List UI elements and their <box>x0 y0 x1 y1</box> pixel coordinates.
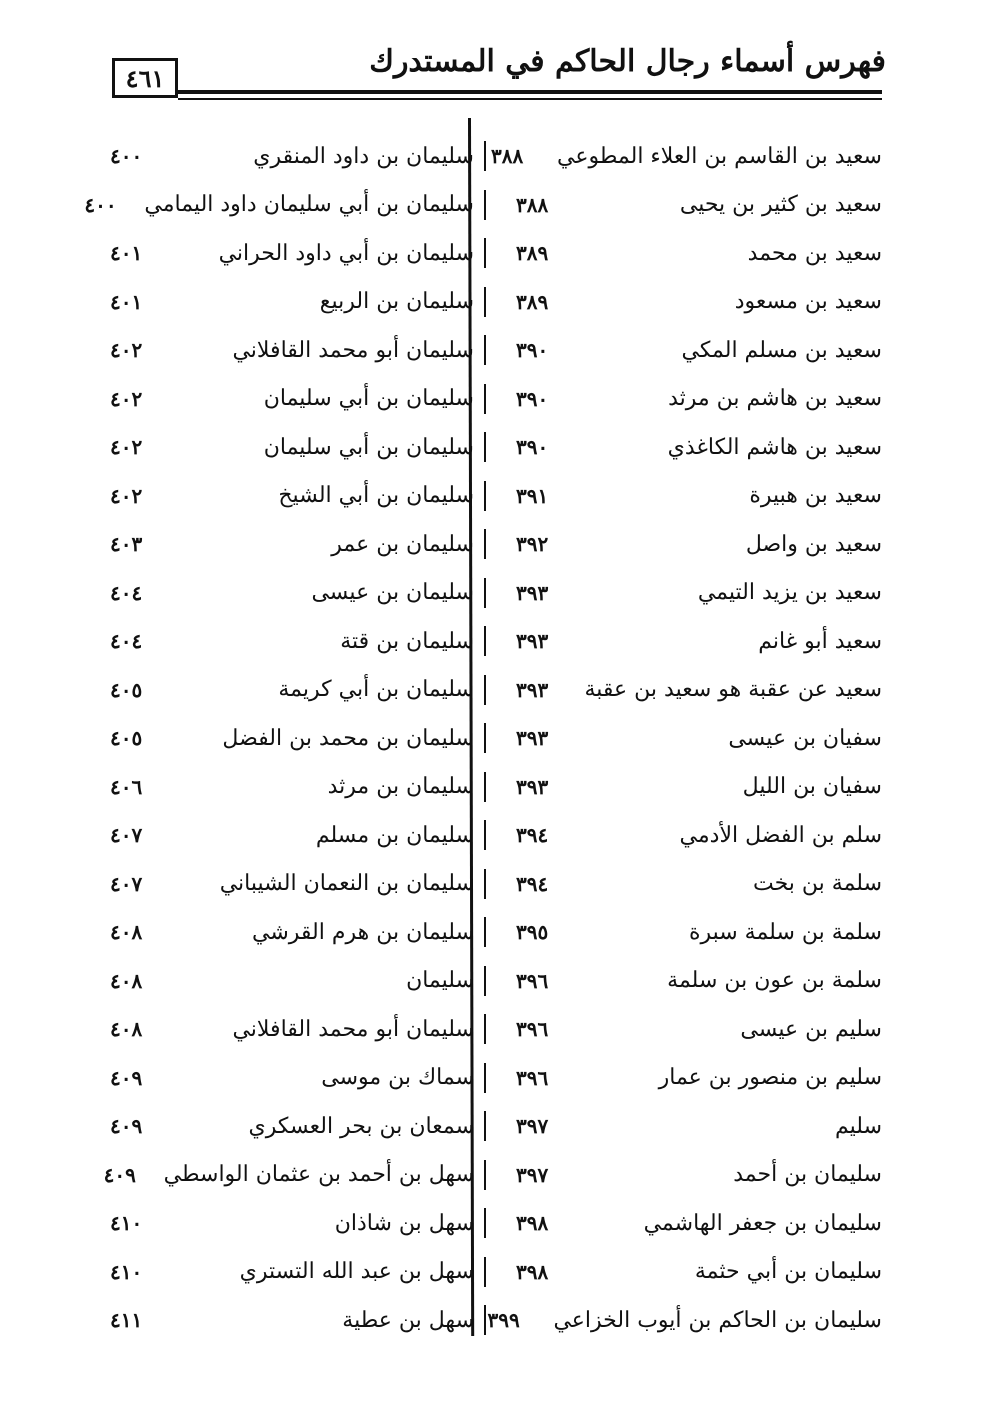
entry-name: سعيد بن واصل <box>745 531 882 557</box>
entry-name-wrap <box>695 1259 882 1284</box>
index-entry <box>482 811 882 860</box>
index-entry <box>84 714 486 763</box>
index-entry <box>84 1005 486 1054</box>
entry-page-number: ٤٠٤ <box>110 629 143 654</box>
index-entry <box>482 1102 882 1151</box>
entry-name: سليمان بن أبي حثمة <box>694 1259 882 1285</box>
entry-name: سعيد عن عقبة هو سعيد بن عقبة <box>584 677 882 703</box>
entry-name-wrap <box>668 386 882 411</box>
entry-name-wrap <box>219 238 486 268</box>
entry-name: سلمة بن سلمة سبرة <box>688 919 882 945</box>
entry-separator <box>484 1160 486 1190</box>
index-entry <box>482 472 882 521</box>
entry-page-number: ٣٩١ <box>516 483 549 508</box>
entry-name: سليمان بن أبي الشيخ <box>278 483 474 509</box>
index-entry <box>84 1102 486 1151</box>
index-entry <box>482 1151 882 1200</box>
index-entry <box>482 957 882 1006</box>
entry-name: سهل بن عبد الله التستري <box>239 1259 474 1285</box>
index-entry <box>482 714 882 763</box>
entry-page-number: ٤٠٧ <box>110 871 143 896</box>
left-column <box>84 132 486 1345</box>
entry-name-wrap <box>667 968 882 993</box>
entry-page-number: ٣٩٧ <box>516 1114 549 1139</box>
index-entry <box>84 423 486 472</box>
entry-page-number: ٤٠٢ <box>110 386 143 411</box>
entry-name-wrap <box>278 675 486 705</box>
entry-page-number: ٤٠٤ <box>110 580 143 605</box>
entry-page-number: ٤٠٧ <box>110 823 143 848</box>
entry-separator <box>484 869 486 899</box>
entry-page-number: ٣٩٠ <box>516 435 549 460</box>
index-entry <box>482 181 882 230</box>
entry-name: سليمان بن عيسى <box>311 580 474 606</box>
entry-page-number: ٣٩٠ <box>516 338 549 363</box>
index-entry <box>84 763 486 812</box>
entry-name-wrap <box>232 1014 486 1044</box>
entry-page-number: ٤٠٠ <box>84 192 117 217</box>
index-entry <box>482 1296 882 1345</box>
entry-name-wrap <box>340 626 486 656</box>
entry-name: سماك بن موسى <box>321 1065 474 1091</box>
entry-name-wrap <box>680 823 882 848</box>
entry-separator <box>484 723 486 753</box>
index-entry <box>84 666 486 715</box>
entry-page-number: ٣٩٣ <box>516 774 549 799</box>
entry-page-number: ٤١٠ <box>110 1211 143 1236</box>
index-entry <box>482 326 882 375</box>
entry-page-number: ٣٩٧ <box>516 1162 549 1187</box>
entry-name-wrap <box>264 432 486 462</box>
entry-name-wrap <box>406 966 486 996</box>
entry-name: سعيد بن مسعود <box>734 289 882 315</box>
entry-separator <box>484 287 486 317</box>
index-entry <box>84 811 486 860</box>
entry-separator <box>484 335 486 365</box>
entry-page-number: ٤٠٨ <box>110 1017 143 1042</box>
index-entry <box>482 908 882 957</box>
entry-name-wrap <box>553 1308 882 1333</box>
entry-name: سلمة بن عون بن سلمة <box>667 968 882 994</box>
entry-page-number: ٤١٠ <box>110 1259 143 1284</box>
entry-separator <box>484 384 486 414</box>
entry-name: سعيد أبو غانم <box>758 628 882 654</box>
index-entry <box>482 520 882 569</box>
index-entry <box>482 229 882 278</box>
entry-page-number: ٤٠٣ <box>110 532 143 557</box>
entry-name-wrap <box>232 335 486 365</box>
entry-name-wrap <box>320 287 486 317</box>
entry-name-wrap <box>749 483 882 508</box>
entry-name: سفيان بن الليل <box>742 774 882 800</box>
entry-name: سعيد بن هبيرة <box>749 483 882 509</box>
entry-name: سعيد بن محمد <box>747 240 882 266</box>
entry-page-number: ٣٩٣ <box>516 677 549 702</box>
index-entry <box>84 132 486 181</box>
index-entry <box>482 278 882 327</box>
index-entry <box>482 860 882 909</box>
entry-name: سليمان أبو محمد القافلاني <box>232 1016 474 1042</box>
entry-name: سليم بن عيسى <box>740 1016 882 1042</box>
entry-separator <box>484 432 486 462</box>
entry-page-number: ٣٩٣ <box>516 629 549 654</box>
index-entry <box>84 1248 486 1297</box>
index-entry <box>84 569 486 618</box>
entry-separator <box>484 820 486 850</box>
entry-page-number: ٤٠٩ <box>103 1162 136 1187</box>
entry-name-wrap <box>758 629 882 654</box>
entry-name-wrap <box>335 1208 486 1238</box>
entry-name-wrap <box>753 871 882 896</box>
entry-name-wrap <box>240 1257 486 1287</box>
entry-separator <box>484 772 486 802</box>
entry-separator <box>484 141 486 171</box>
entry-name-wrap <box>659 1065 882 1090</box>
entry-separator <box>484 966 486 996</box>
index-entry <box>482 1199 882 1248</box>
entry-page-number: ٤٠٥ <box>110 726 143 751</box>
index-entry <box>482 617 882 666</box>
entry-name-wrap <box>735 289 882 314</box>
entry-separator <box>484 190 486 220</box>
entry-page-number: ٣٩٦ <box>516 1017 549 1042</box>
entry-separator <box>484 1257 486 1287</box>
entry-name-wrap <box>342 1305 486 1335</box>
entry-name: سمعان بن بحر العسكري <box>248 1113 474 1139</box>
entry-name: سليمان بن مرثد <box>327 774 474 800</box>
entry-name-wrap <box>733 1162 882 1187</box>
entry-name: سليمان بن هرم القرشي <box>252 919 474 945</box>
entry-page-number: ٣٩٣ <box>516 726 549 751</box>
entry-page-number: ٣٩٢ <box>516 532 549 557</box>
entry-page-number: ٣٩٠ <box>516 386 549 411</box>
entry-name: سعيد بن القاسم بن العلاء المطوعي <box>557 143 882 169</box>
entry-name: سهل بن شاذان <box>334 1210 474 1236</box>
index-entry <box>482 1005 882 1054</box>
header-rule-thin <box>178 98 882 100</box>
page-number-box <box>112 58 178 98</box>
entry-name-wrap <box>748 241 882 266</box>
entry-name: سليمان بن أبي سليمان داود اليمامي <box>144 192 474 218</box>
entry-separator <box>484 626 486 656</box>
entry-name: سفيان بن عيسى <box>728 725 882 751</box>
entry-page-number: ٣٩٥ <box>516 920 549 945</box>
entry-page-number: ٤٠٢ <box>110 338 143 363</box>
header-rule-thick <box>178 90 882 94</box>
entry-name: سليمان بن مسلم <box>315 822 474 848</box>
entry-page-number: ٤٠٨ <box>110 920 143 945</box>
entry-page-number: ٤٠٢ <box>110 483 143 508</box>
entry-name: سعيد بن يزيد التيمي <box>697 580 882 606</box>
index-entry <box>84 1151 486 1200</box>
entry-separator <box>484 1111 486 1141</box>
index-entry <box>84 617 486 666</box>
entry-separator <box>484 1014 486 1044</box>
entry-name: سليمان بن أحمد <box>733 1162 882 1188</box>
index-entry <box>84 908 486 957</box>
entry-page-number: ٣٩٦ <box>516 1065 549 1090</box>
entry-name: سليم <box>835 1113 882 1139</box>
entry-name-wrap <box>164 1160 486 1190</box>
entry-page-number: ٤٠٩ <box>110 1065 143 1090</box>
entry-page-number: ٤٠١ <box>110 241 143 266</box>
entry-page-number: ٣٩٣ <box>516 580 549 605</box>
index-entry <box>84 1199 486 1248</box>
entry-separator <box>484 1305 486 1335</box>
entry-name-wrap <box>144 190 486 220</box>
entry-page-number: ٤٠٥ <box>110 677 143 702</box>
right-column <box>482 132 882 1345</box>
entry-name: سليمان <box>406 968 474 994</box>
index-entry <box>84 472 486 521</box>
entry-name: سليمان بن الحاكم بن أيوب الخزاعي <box>553 1307 882 1333</box>
index-entry <box>84 229 486 278</box>
entry-separator <box>484 1208 486 1238</box>
entry-name-wrap <box>743 774 882 799</box>
index-entry <box>84 278 486 327</box>
index-entry <box>84 1054 486 1103</box>
entry-separator <box>484 578 486 608</box>
index-entry <box>84 860 486 909</box>
entry-name-wrap <box>680 192 882 217</box>
entry-page-number: ٣٨٨ <box>491 144 524 169</box>
entry-separator <box>484 481 486 511</box>
entry-name: سليمان بن النعمان الشيباني <box>219 871 474 897</box>
entry-name: سليمان بن أبي سليمان <box>263 386 474 412</box>
entry-separator <box>484 1063 486 1093</box>
entry-name-wrap <box>253 141 486 171</box>
entry-page-number: ٤٠٦ <box>110 774 143 799</box>
entry-name-wrap <box>264 384 486 414</box>
entry-separator <box>484 529 486 559</box>
entry-name-wrap <box>220 869 486 899</box>
entry-name: سليمان بن عمر <box>331 531 474 557</box>
entry-name: سليمان بن الربيع <box>319 289 474 315</box>
entry-page-number: ٣٩٨ <box>516 1211 549 1236</box>
index-entry <box>482 666 882 715</box>
entry-name: سليمان بن محمد بن الفضل <box>222 725 474 751</box>
page-title: فهرس أسماء رجال الحاكم في المستدرك <box>369 44 886 79</box>
entry-separator <box>484 917 486 947</box>
entry-name: سليم بن منصور بن عمار <box>658 1065 882 1091</box>
entry-page-number: ٣٩٨ <box>516 1259 549 1284</box>
index-entry <box>84 375 486 424</box>
entry-name: سليمان أبو محمد القافلاني <box>232 337 474 363</box>
entry-name-wrap <box>698 580 882 605</box>
entry-name: سليمان بن داود المنقري <box>253 143 474 169</box>
entry-name-wrap <box>689 920 882 945</box>
entry-name-wrap <box>835 1114 882 1139</box>
entry-page-number: ٣٩٤ <box>516 871 549 896</box>
entry-name-wrap <box>644 1211 882 1236</box>
entry-name: سعيد بن هاشم بن مرثد <box>668 386 882 412</box>
index-entry <box>84 1296 486 1345</box>
entry-name-wrap <box>249 1111 487 1141</box>
entry-name-wrap <box>740 1017 882 1042</box>
entry-name: سليمان بن أبي داود الحراني <box>218 240 474 266</box>
index-entry <box>482 375 882 424</box>
entry-page-number: ٤١١ <box>110 1308 143 1333</box>
entry-page-number: ٤٠٠ <box>110 144 143 169</box>
index-entry <box>482 1054 882 1103</box>
index-entry <box>84 520 486 569</box>
entry-page-number: ٣٨٩ <box>516 241 549 266</box>
entry-page-number: ٣٩٦ <box>516 968 549 993</box>
entry-name-wrap <box>222 723 486 753</box>
entry-name: سلمة بن بخت <box>752 871 882 897</box>
entry-name-wrap <box>668 435 882 460</box>
entry-name: سليمان بن أبي سليمان <box>263 434 474 460</box>
entry-separator <box>484 675 486 705</box>
entry-name: سهل بن أحمد بن عثمان الواسطي <box>163 1162 474 1188</box>
entry-name: سلم بن الفضل الأدمي <box>679 822 882 848</box>
entry-name: سهل بن عطية <box>342 1307 474 1333</box>
entry-separator <box>484 238 486 268</box>
entry-name-wrap <box>682 338 882 363</box>
entry-page-number: ٤٠٨ <box>110 968 143 993</box>
entry-name-wrap <box>584 677 882 702</box>
entry-name-wrap <box>328 772 486 802</box>
entry-name-wrap <box>557 144 882 169</box>
page-number: ٤٦١ <box>125 63 165 93</box>
entry-name: سعيد بن كثير بن يحيى <box>679 192 882 218</box>
entry-page-number: ٣٩٤ <box>516 823 549 848</box>
entry-page-number: ٤٠٢ <box>110 435 143 460</box>
entry-name: سعيد بن مسلم المكي <box>681 337 882 363</box>
entry-page-number: ٤٠٩ <box>110 1114 143 1139</box>
index-entry <box>84 181 486 230</box>
index-entry <box>482 132 882 181</box>
entry-name-wrap <box>321 1063 486 1093</box>
entry-name-wrap <box>331 529 486 559</box>
index-entry <box>84 957 486 1006</box>
entry-name: سليمان بن أبي كريمة <box>278 677 474 703</box>
entry-name: سليمان بن قتة <box>340 628 474 654</box>
entry-name-wrap <box>316 820 486 850</box>
entry-name-wrap <box>252 917 486 947</box>
entry-name-wrap <box>278 481 486 511</box>
entry-page-number: ٣٨٨ <box>516 192 549 217</box>
entry-page-number: ٣٨٩ <box>516 289 549 314</box>
index-entry <box>482 569 882 618</box>
index-entry <box>482 423 882 472</box>
entry-page-number: ٤٠١ <box>110 289 143 314</box>
entry-name: سعيد بن هاشم الكاغذي <box>667 434 882 460</box>
index-entry <box>482 763 882 812</box>
entry-name-wrap <box>746 532 882 557</box>
index-entry <box>482 1248 882 1297</box>
entry-name-wrap <box>311 578 486 608</box>
index-entry <box>84 326 486 375</box>
entry-page-number: ٣٩٩ <box>487 1308 520 1333</box>
entry-name-wrap <box>728 726 882 751</box>
entry-name: سليمان بن جعفر الهاشمي <box>643 1210 882 1236</box>
